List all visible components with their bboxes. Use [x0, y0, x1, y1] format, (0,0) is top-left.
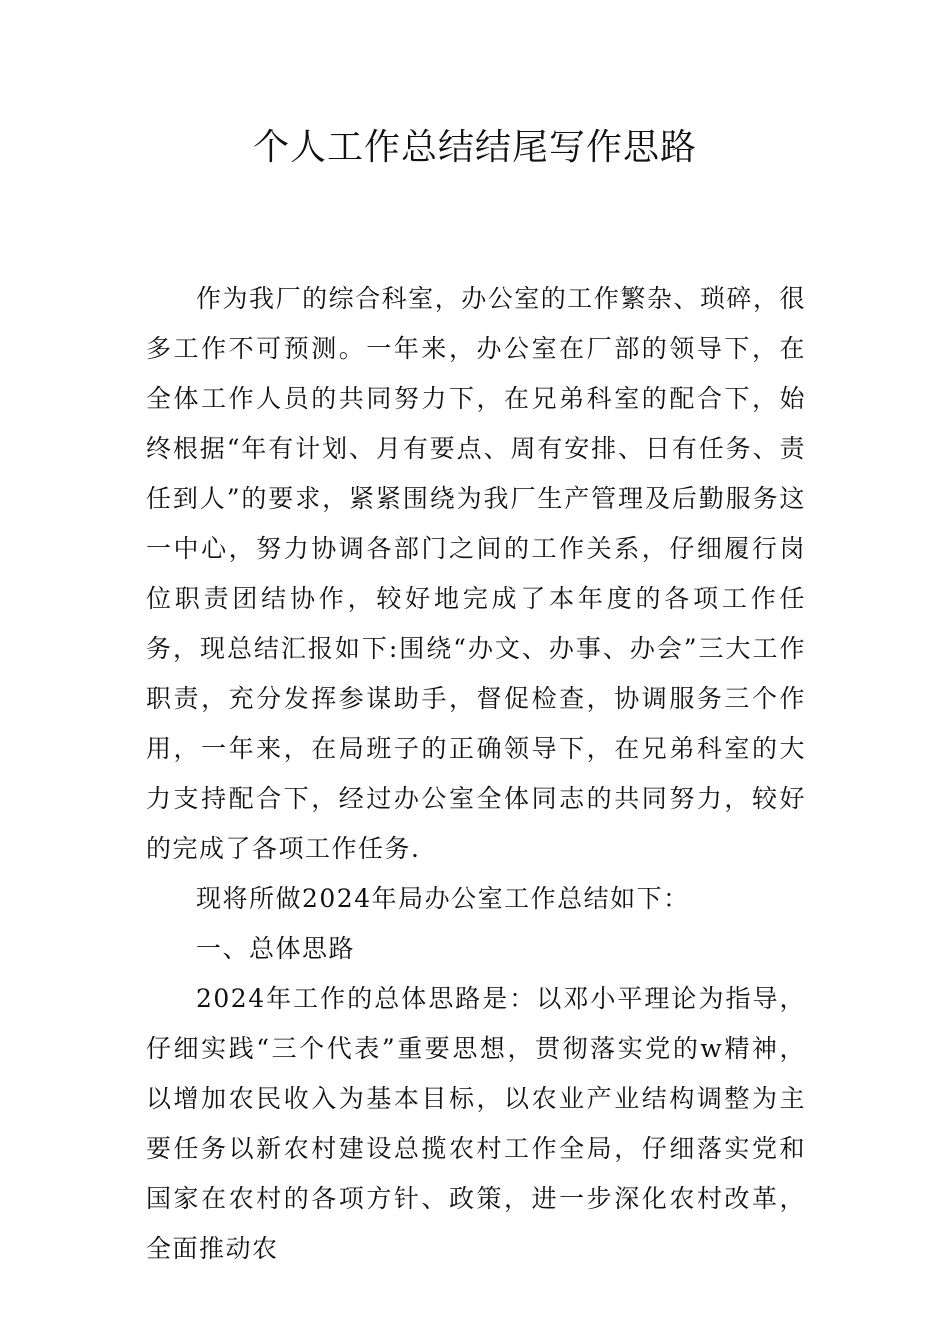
section-heading: 一、总体思路: [196, 934, 356, 963]
body-paragraph: 现将所做2024年局办公室工作总结如下：: [196, 884, 690, 913]
body-paragraph: 2024年工作的总体思路是：以邓小平理论为指导，仔细实践“三个代表”重要思想，贯彻落实党的w精神，以增加农民收入为基本目标，以农业产业结构调整为主要任务以新农村建设总揽农村工作全局，仔细落实党和国家在农村的各项方针、政策，进一步深化农村改革，全面推动农: [146, 984, 806, 1263]
document-title: 个人工作总结结尾写作思路: [252, 127, 697, 168]
body-paragraph: 作为我厂的综合科室，办公室的工作繁杂、琐碎，很多工作不可预测。一年来，办公室在厂部的领导下，在全体工作人员的共同努力下，在兄弟科室的配合下，始终根据“年有计划、月有要点、周有安排、日有任务、责任到人”的要求，紧紧围绕为我厂生产管理及后勤服务这一中心，努力协调各部门之间的工作关系，仔细履行岗位职责团结协作，较好地完成了本年度的各项工作任务，现总结汇报如下:围绕“办文、办事、办会”三大工作职责，充分发挥参谋助手，督促检查，协调服务三个作用，一年来，在局班子的正确领导下，在兄弟科室的大力支持配合下，经过办公室全体同志的共同努力，较好的完成了各项工作任务.: [146, 284, 806, 863]
document-body: [146, 274, 806, 1274]
